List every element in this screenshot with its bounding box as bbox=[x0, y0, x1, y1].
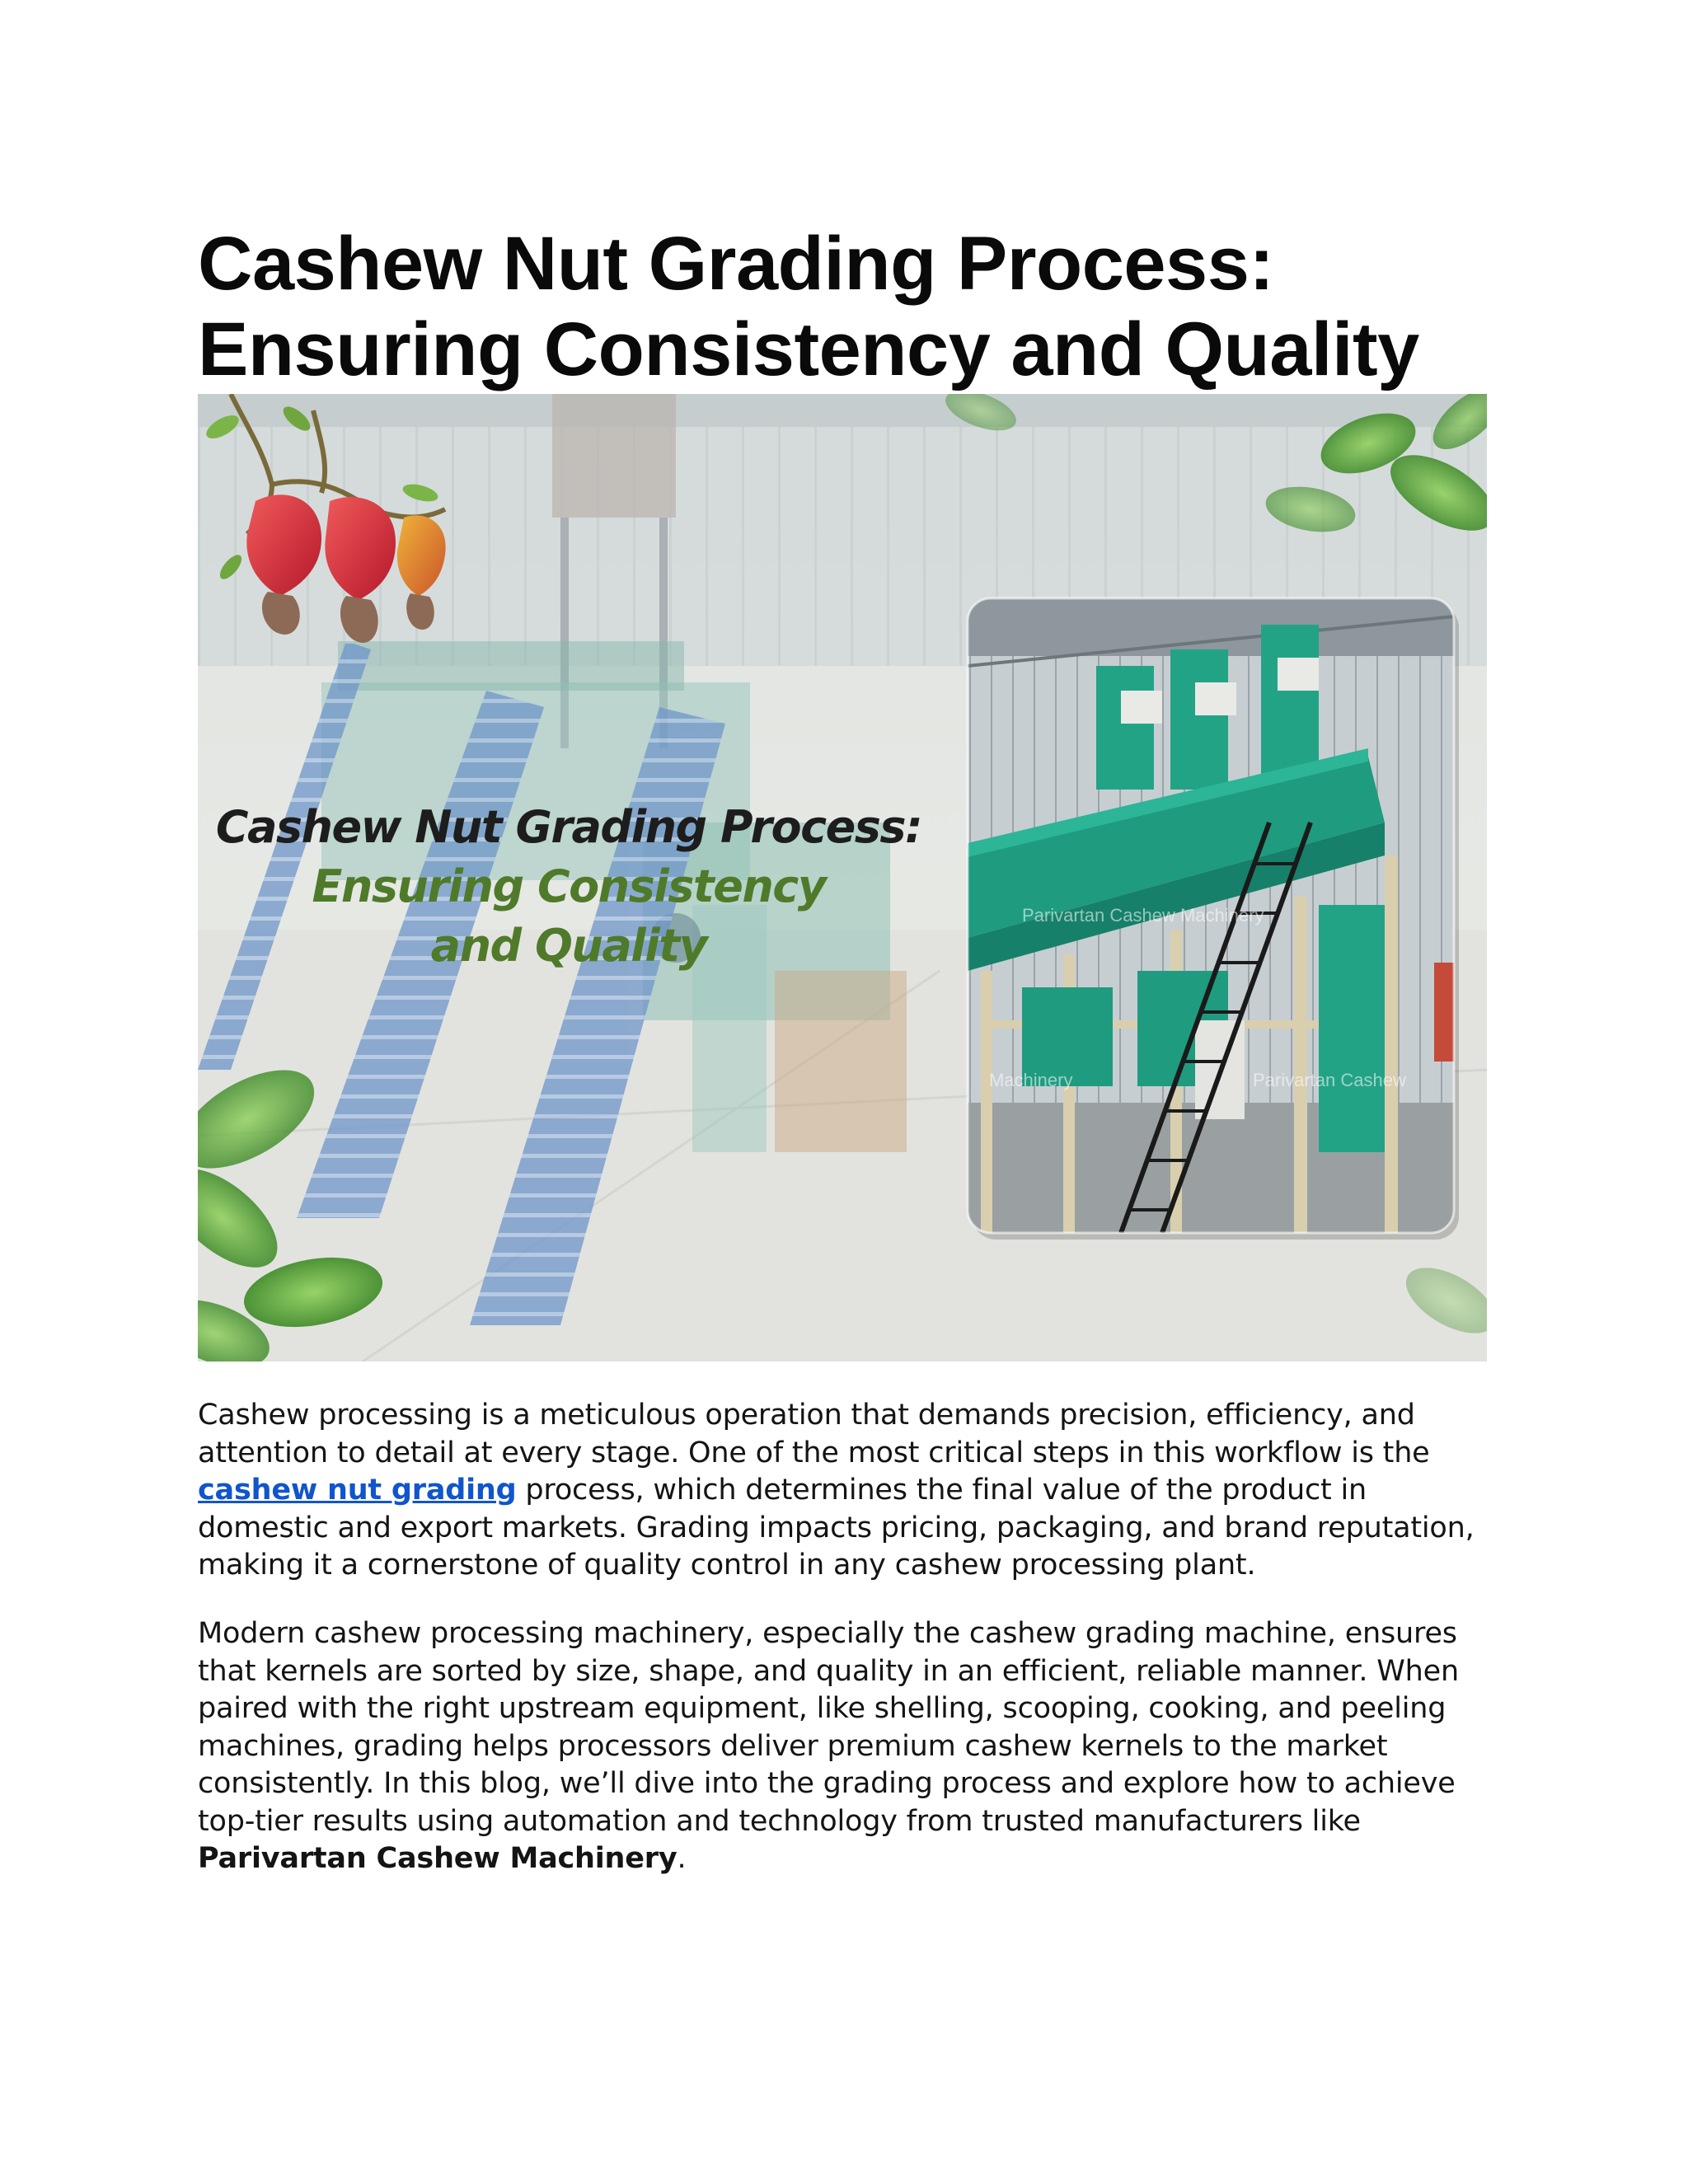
hero-image bbox=[198, 394, 1487, 1361]
hero-banner-line-2: Ensuring Consistency bbox=[312, 860, 826, 912]
page-title-line-1: Cashew Nut Grading Process: bbox=[198, 222, 1274, 306]
page-title-line-2: Ensuring Consistency and Quality bbox=[198, 307, 1419, 391]
watermark: Parivartan Cashew Machinery bbox=[1022, 905, 1264, 926]
watermark: Machinery bbox=[989, 1070, 1073, 1090]
paragraph-text: Cashew processing is a meticulous operation that demands precision, efficiency, and attention to detail at every stage. One of the most critical steps in this workflow is the bbox=[198, 1399, 1430, 1469]
hero-banner-line-3: and Quality bbox=[430, 920, 707, 972]
paragraph-text: Modern cashew processing machinery, especially the cashew grading machine, ensures that kernels are sorted by size, shape, and quality in an efficient, reliable manner. When paired with the right upstream equipment, like shelling, scooping, cooking, and peeling machines, grading helps processors deliver premium cashew kernels to the market consistently. In this blog, we’ll dive into the grading process and explore how to achieve top-tier results using automation and technology from trusted manufacturers like bbox=[198, 1617, 1459, 1838]
paragraph-text: process, which determines the final value of the product in domestic and export markets. Grading impacts pricing, packaging, and brand reputation, making it a cornerstone of quality control in any cashew processing plant. bbox=[198, 1474, 1475, 1582]
paragraph-text: . bbox=[677, 1842, 687, 1875]
body-paragraph-2 bbox=[198, 1615, 1493, 1878]
body-paragraph-1 bbox=[198, 1397, 1493, 1585]
cashew-nut-grading-link[interactable]: cashew nut grading bbox=[198, 1474, 517, 1507]
page-title bbox=[198, 221, 1517, 392]
hero-banner-line-1: Cashew Nut Grading Process: bbox=[215, 801, 922, 853]
company-name: Parivartan Cashew Machinery bbox=[198, 1842, 678, 1875]
watermark: Parivartan Cashew bbox=[1253, 1070, 1406, 1090]
hero-banner-text bbox=[198, 798, 940, 976]
